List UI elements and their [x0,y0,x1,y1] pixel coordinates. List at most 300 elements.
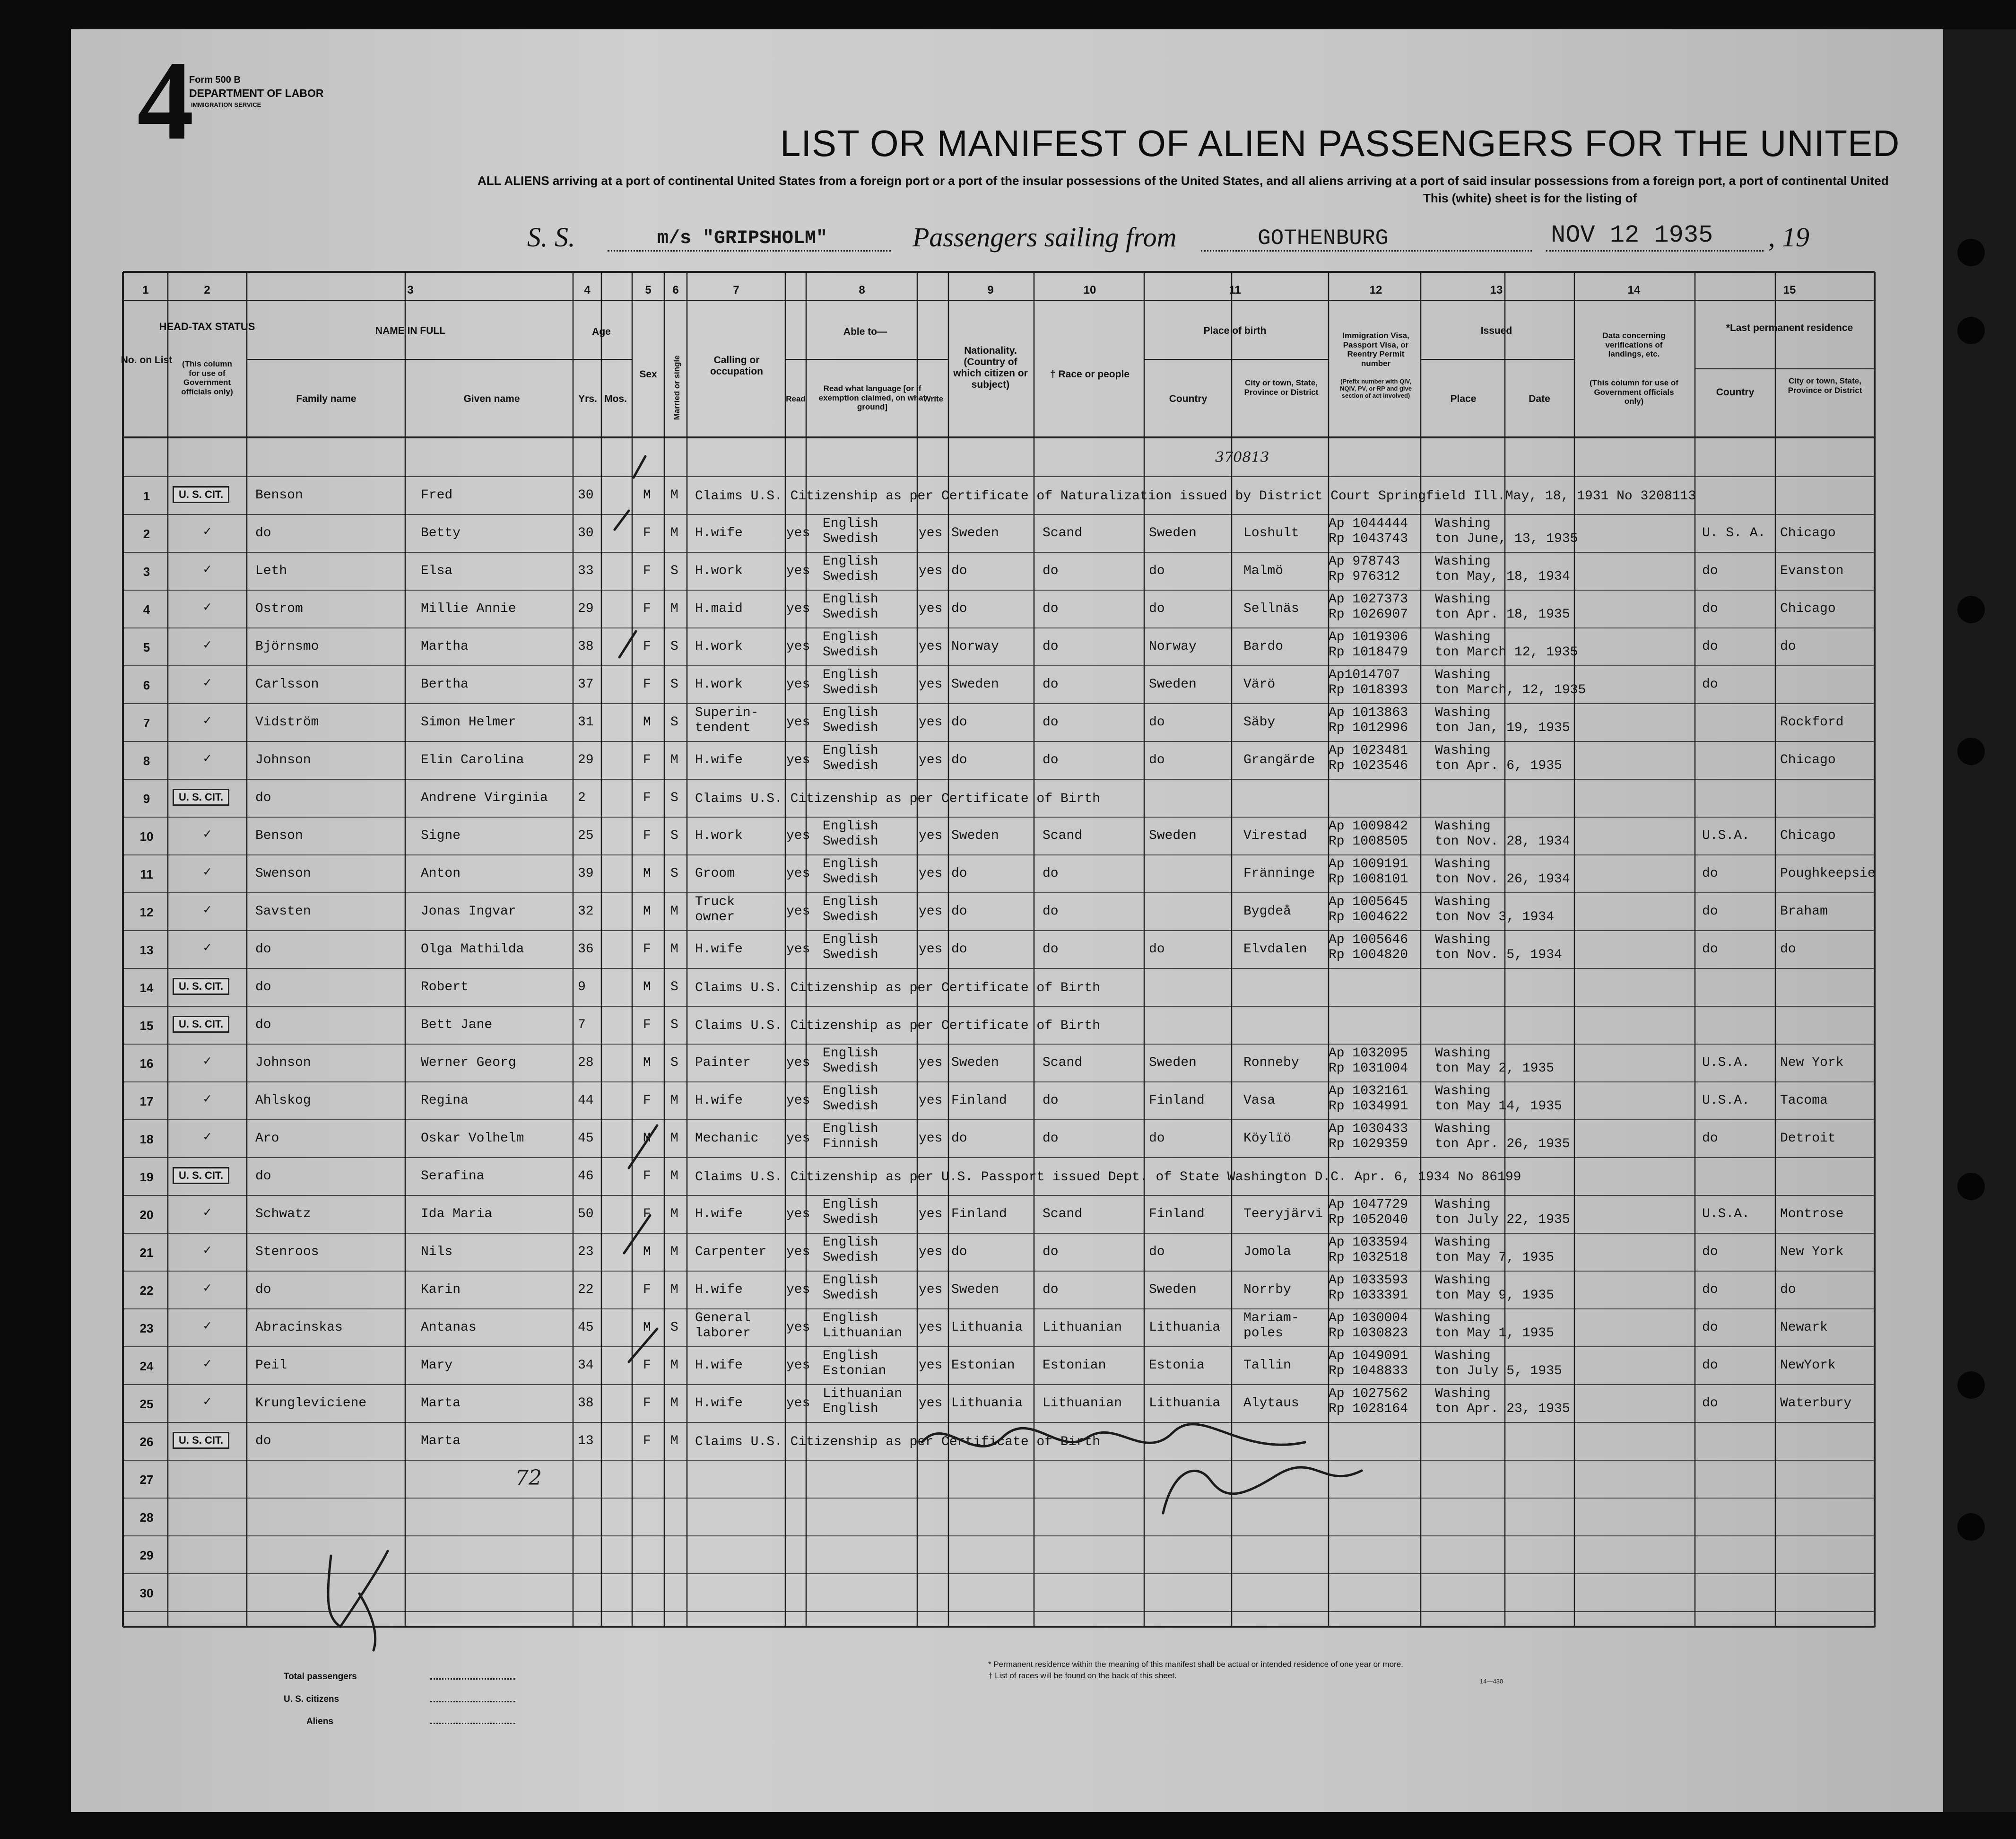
language-2: Swedish [823,872,878,887]
row-number: 24 [139,1359,154,1373]
language-2: Swedish [823,645,878,660]
marital-status: M [670,1358,678,1373]
language-1: Lithuanian [823,1386,903,1401]
issued-date: ton July 22, 1935 [1435,1212,1570,1227]
header-age: Age [592,326,611,337]
can-read: yes [786,1093,810,1108]
visa-number: Ap 1013863 [1329,706,1408,720]
footer-us-citizens: U. S. citizens [284,1694,339,1704]
permit-number: Rp 1030823 [1329,1326,1408,1341]
permit-number: Rp 1004820 [1329,948,1408,962]
can-write: yes [919,1093,943,1108]
nationality: Norway [951,639,999,654]
tax-check-icon: ✓ [203,1244,211,1258]
column-number: 1 [142,284,149,296]
residence-country: do [1702,639,1718,654]
can-write: yes [919,1207,943,1221]
age-years: 36 [578,942,594,957]
birth-city: Fränninge [1243,866,1315,881]
tax-check-icon: ✓ [203,1357,211,1372]
footer-note-residence: * Permanent residence within the meaning of this manifest shall be actual or intended residence of one year or more. [988,1660,1403,1669]
age-years: 39 [578,866,594,881]
tax-check-icon: ✓ [203,865,211,880]
row-number: 18 [139,1132,154,1146]
footer-total: Total passengers [284,1672,357,1682]
tax-check-icon: ✓ [203,714,211,729]
column-number: 13 [1490,284,1503,296]
permit-number: Rp 1048833 [1329,1364,1408,1378]
given-name: Robert [421,980,469,994]
issued-date: ton Apr. 6, 1935 [1435,758,1562,773]
language-2: Swedish [823,910,878,924]
given-name: Betty [421,526,461,540]
age-years: 29 [578,753,594,767]
permit-number: Rp 1052040 [1329,1212,1408,1227]
marital-status: M [670,1169,678,1184]
row-number: 23 [139,1321,154,1335]
nationality: Sweden [951,828,999,843]
issued-place: Washing [1435,1311,1491,1325]
family-name: Savsten [255,904,311,919]
language-1: English [823,554,878,569]
visa-number: Ap1014707 [1329,668,1400,682]
can-write: yes [919,904,943,919]
birth-city: Köylïö [1243,1131,1291,1146]
us-citizen-stamp: U. S. CIT. [173,1167,229,1184]
header-yrs: Yrs. [578,393,597,404]
residence-city: do [1780,942,1796,957]
visa-number: Ap 978743 [1329,554,1400,569]
age-years: 28 [578,1055,594,1070]
residence-country: do [1702,1282,1718,1297]
can-write: yes [919,677,943,692]
row-number: 26 [139,1435,154,1449]
language-2: Swedish [823,532,878,546]
family-name: Peil [255,1358,287,1373]
column-number: 7 [733,284,739,296]
family-name: Johnson [255,753,311,767]
column-number: 3 [407,284,414,296]
birth-country: Lithuania [1149,1320,1221,1335]
given-name: Simon Helmer [421,715,516,730]
can-write: yes [919,564,943,578]
marital-status: S [670,1320,678,1335]
given-name: Nils [421,1245,453,1259]
nationality: Estonian [951,1358,1015,1373]
race: do [1043,715,1059,730]
issued-date: ton Nov 3, 1934 [1435,910,1555,924]
age-years: 46 [578,1169,594,1184]
birth-city: Grangärde [1243,753,1315,767]
birth-city: Loshult [1243,526,1299,540]
residence-city: Detroit [1780,1131,1836,1146]
header-given-name: Given name [463,393,520,404]
marital-status: M [670,753,678,767]
residence-country: do [1702,866,1718,881]
occupation-line2: tendent [695,721,751,735]
can-write: yes [919,639,943,654]
visa-number: Ap 1030004 [1329,1311,1408,1325]
birth-city: Tallin [1243,1358,1291,1373]
row-number: 3 [143,565,150,579]
can-read: yes [786,828,810,843]
age-years: 30 [578,526,594,540]
race: do [1043,677,1059,692]
age-years: 38 [578,1396,594,1411]
year-label: , 19 [1768,222,1809,253]
residence-city: Tacoma [1780,1093,1828,1108]
can-write: yes [919,1358,943,1373]
can-write: yes [919,715,943,730]
language-2: Swedish [823,1061,878,1076]
can-read: yes [786,639,810,654]
occupation: H.wife [695,1282,743,1297]
birth-city: Säby [1243,715,1276,730]
can-write: yes [919,1131,943,1146]
column-number: 5 [645,284,652,296]
age-years: 32 [578,904,594,919]
given-name: Marta [421,1434,461,1448]
age-years: 23 [578,1245,594,1259]
age-years: 9 [578,980,586,994]
permit-number: Rp 1012996 [1329,721,1408,735]
column-number: 6 [672,284,679,296]
race: Lithuanian [1043,1396,1122,1411]
language-1: English [823,706,878,720]
handwritten-mark: 72 [515,1466,542,1490]
language-2: Swedish [823,834,878,849]
column-number: 14 [1627,284,1641,296]
birth-country: do [1149,1131,1165,1146]
us-citizen-stamp: U. S. CIT. [173,1016,229,1033]
occupation: Groom [695,866,735,881]
issued-date: ton May 7, 1935 [1435,1250,1555,1265]
birth-country: do [1149,753,1165,767]
header-issued-place: Place [1450,393,1477,404]
row-number: 21 [139,1246,154,1260]
column-number: 12 [1369,284,1382,296]
race: do [1043,1282,1059,1297]
language-1: English [823,1349,878,1363]
issued-place: Washing [1435,1349,1491,1363]
header-place-of-birth: Place of birth [1203,325,1267,336]
citizenship-claim: Claims U.S. Citizenship as per Certificate of Birth [695,981,1100,995]
subtitle: ALL ALIENS arriving at a port of continental United States from a foreign port or a port of the insular possessions of the United States, and all aliens arriving at a port of said insular possessions from a foreign port, a port of continental United [478,174,1889,188]
marital-status: M [670,1093,678,1108]
given-name: Martha [421,639,469,654]
birth-country: Sweden [1149,526,1197,540]
nationality: Sweden [951,1282,999,1297]
birth-city: Bygdeå [1243,904,1291,919]
age-years: 7 [578,1018,586,1032]
residence-country: U.S.A. [1702,1055,1750,1070]
handwritten-stamp-number: 370813 [1215,449,1269,466]
can-read: yes [786,1320,810,1335]
family-name: do [255,1018,271,1032]
citizenship-claim: Claims U.S. Citizenship as per Certificate of Naturalization issued by District Court Springfield Ill.May, 18, 1931 No 3208113 [695,489,1696,504]
given-name: Signe [421,828,461,843]
issued-place: Washing [1435,1084,1491,1098]
visa-number: Ap 1023481 [1329,743,1408,758]
page-title: LIST OR MANIFEST OF ALIEN PASSENGERS FOR THE UNITED [780,122,1900,164]
family-name: do [255,1282,271,1297]
header-res-country: Country [1716,387,1755,398]
nationality: do [951,866,967,881]
footer-aliens: Aliens [306,1717,334,1726]
birth-city: Alytaus [1243,1396,1299,1411]
race: Scand [1043,1055,1083,1070]
issued-place: Washing [1435,1197,1491,1212]
occupation-line2: owner [695,910,735,924]
birth-city: Bardo [1243,639,1284,654]
race: Lithuanian [1043,1320,1122,1335]
permit-number: Rp 1033391 [1329,1288,1408,1303]
sex: F [643,639,651,654]
residence-country: U.S.A. [1702,1093,1750,1108]
issued-place: Washing [1435,1046,1491,1061]
nationality: do [951,1245,967,1259]
residence-country: do [1702,601,1718,616]
nationality: do [951,753,967,767]
marital-status: M [670,1207,678,1221]
issued-date: ton Nov. 26, 1934 [1435,872,1570,887]
issued-date: ton Jan, 19, 1935 [1435,721,1570,735]
race: do [1043,904,1059,919]
row-number: 1 [143,489,150,503]
language-2: Estonian [823,1364,886,1378]
marital-status: S [670,564,678,578]
residence-country: U. S. A. [1702,526,1766,540]
issued-date: ton Nov. 5, 1934 [1435,948,1562,962]
header-calling: Calling or occupation [710,355,763,377]
family-name: Schwatz [255,1207,311,1221]
residence-country: do [1702,1396,1718,1411]
residence-country: do [1702,564,1718,578]
issued-place: Washing [1435,933,1491,947]
row-number: 28 [139,1510,154,1525]
birth-city: Mariam- [1243,1311,1299,1325]
birth-country: Sweden [1149,677,1197,692]
race: do [1043,1245,1059,1259]
column-number: 8 [859,284,865,296]
row-number: 29 [139,1548,154,1562]
marital-status: S [670,715,678,730]
occupation: H.wife [695,1093,743,1108]
row-number: 8 [143,754,150,768]
age-years: 37 [578,677,594,692]
race: do [1043,1093,1059,1108]
header-name-in-full: NAME IN FULL [375,325,446,336]
tax-check-icon: ✓ [203,638,211,653]
column-number: 2 [204,284,210,296]
can-read: yes [786,1396,810,1411]
citizenship-claim: Claims U.S. Citizenship as per Certificate of Birth [695,1435,1100,1449]
can-read: yes [786,1055,810,1070]
nationality: do [951,564,967,578]
issued-date: ton Nov. 28, 1934 [1435,834,1570,849]
header-visa: Immigration Visa, Passport Visa, or Reentry Permit number [1342,331,1409,368]
issued-date: ton June, 13, 1935 [1435,532,1578,546]
header-visa-note: (Prefix number with QIV, NQIV, PV, or RP and give section of act involved) [1340,378,1412,399]
birth-country: Finland [1149,1093,1205,1108]
can-read: yes [786,715,810,730]
given-name: Serafina [421,1169,485,1184]
visa-number: Ap 1019306 [1329,630,1408,645]
header-landing: Data concerning verifications of landings, etc. [1602,331,1666,359]
given-name: Millie Annie [421,601,516,616]
residence-city: Chicago [1780,526,1836,540]
citizenship-claim: Claims U.S. Citizenship as per Certificate of Birth [695,1019,1100,1033]
family-name: Stenroos [255,1245,319,1259]
age-years: 2 [578,791,586,805]
age-years: 25 [578,828,594,843]
nationality: do [951,601,967,616]
issued-place: Washing [1435,1386,1491,1401]
age-years: 13 [578,1434,594,1448]
birth-city: Elvdalen [1243,942,1307,957]
language-2: Swedish [823,569,878,584]
language-1: English [823,1235,878,1250]
ship-name: m/s "GRIPSHOLM" [657,228,828,249]
residence-city: do [1780,639,1796,654]
sex: M [643,1320,651,1335]
visa-number: Ap 1044444 [1329,516,1408,531]
residence-city: New York [1780,1055,1844,1070]
marital-status: S [670,677,678,692]
occupation: Truck [695,895,735,909]
occupation: Mechanic [695,1131,759,1146]
birth-city: Norrby [1243,1282,1291,1297]
issued-place: Washing [1435,857,1491,872]
race: do [1043,639,1059,654]
can-read: yes [786,601,810,616]
marital-status: M [670,488,678,503]
birth-country: Norway [1149,639,1197,654]
language-1: English [823,668,878,682]
permit-number: Rp 1029359 [1329,1137,1408,1151]
tax-check-icon: ✓ [203,1092,211,1107]
language-1: English [823,516,878,531]
birth-country: do [1149,942,1165,957]
given-name: Elsa [421,564,453,578]
column-number: 9 [987,284,994,296]
issued-place: Washing [1435,1235,1491,1250]
language-2: Swedish [823,948,878,962]
can-write: yes [919,526,943,540]
given-name: Marta [421,1396,461,1411]
can-write: yes [919,601,943,616]
birth-city: Vasa [1243,1093,1276,1108]
birth-city: Sellnäs [1243,601,1299,616]
residence-city: Chicago [1780,753,1836,767]
sex: F [643,526,651,540]
language-2: Swedish [823,607,878,622]
language-2: Swedish [823,721,878,735]
nationality: do [951,1131,967,1146]
birth-country: do [1149,564,1165,578]
residence-city: NewYork [1780,1358,1836,1373]
marital-status: S [670,639,678,654]
us-citizen-stamp: U. S. CIT. [173,486,229,503]
visa-number: Ap 1049091 [1329,1349,1408,1363]
column-number: 11 [1229,284,1241,296]
footer-form-code: 14—430 [1480,1678,1503,1685]
marital-status: M [670,904,678,919]
issued-place: Washing [1435,592,1491,607]
family-name: Ostrom [255,601,303,616]
birth-city: Virestad [1243,828,1307,843]
port-of-departure: GOTHENBURG [1258,226,1389,251]
language-1: English [823,630,878,645]
residence-city: Evanston [1780,564,1844,578]
can-read: yes [786,904,810,919]
sex: F [643,1207,651,1221]
nationality: do [951,715,967,730]
row-number: 7 [143,716,150,730]
family-name: do [255,942,271,957]
service: IMMIGRATION SERVICE [191,101,261,108]
race: Scand [1043,526,1083,540]
race: do [1043,601,1059,616]
visa-number: Ap 1027373 [1329,592,1408,607]
sex: M [643,715,651,730]
visa-number: Ap 1032161 [1329,1084,1408,1098]
sailing-label: Passengers sailing from [912,222,1177,253]
age-years: 50 [578,1207,594,1221]
can-read: yes [786,753,810,767]
tax-check-icon: ✓ [203,941,211,956]
age-years: 34 [578,1358,594,1373]
birth-city: Ronneby [1243,1055,1299,1070]
visa-number: Ap 1033594 [1329,1235,1408,1250]
residence-city: Montrose [1780,1207,1844,1221]
header-last-residence: *Last permanent residence [1726,322,1853,333]
visa-number: Ap 1047729 [1329,1197,1408,1212]
can-write: yes [919,1055,943,1070]
family-name: Benson [255,828,303,843]
family-name: do [255,1169,271,1184]
nationality: do [951,942,967,957]
occupation: Painter [695,1055,751,1070]
row-number: 20 [139,1208,154,1222]
nationality: Lithuania [951,1320,1023,1335]
ss-label: S. S. [527,222,575,253]
header-married: Married or single [672,355,682,420]
issued-date: ton May 9, 1935 [1435,1288,1555,1303]
row-number: 5 [143,640,150,654]
birth-city: Malmö [1243,564,1284,578]
issued-place: Washing [1435,743,1491,758]
age-years: 30 [578,488,594,503]
header-birth-city: City or town, State, Province or District [1244,378,1319,397]
residence-country: U.S.A. [1702,828,1750,843]
can-read: yes [786,1358,810,1373]
age-years: 38 [578,639,594,654]
department: DEPARTMENT OF LABOR [189,87,324,99]
header-family-name: Family name [296,393,356,404]
nationality: Lithuania [951,1396,1023,1411]
residence-country: do [1702,1131,1718,1146]
language-2: Lithuanian [823,1326,903,1341]
header-read: Read [786,394,806,403]
tax-check-icon: ✓ [203,828,211,842]
visa-number: Ap 1032095 [1329,1046,1408,1061]
header-able-to: Able to— [843,326,887,337]
nationality: Sweden [951,1055,999,1070]
can-write: yes [919,1396,943,1411]
language-1: English [823,1311,878,1325]
occupation: H.wife [695,942,743,957]
